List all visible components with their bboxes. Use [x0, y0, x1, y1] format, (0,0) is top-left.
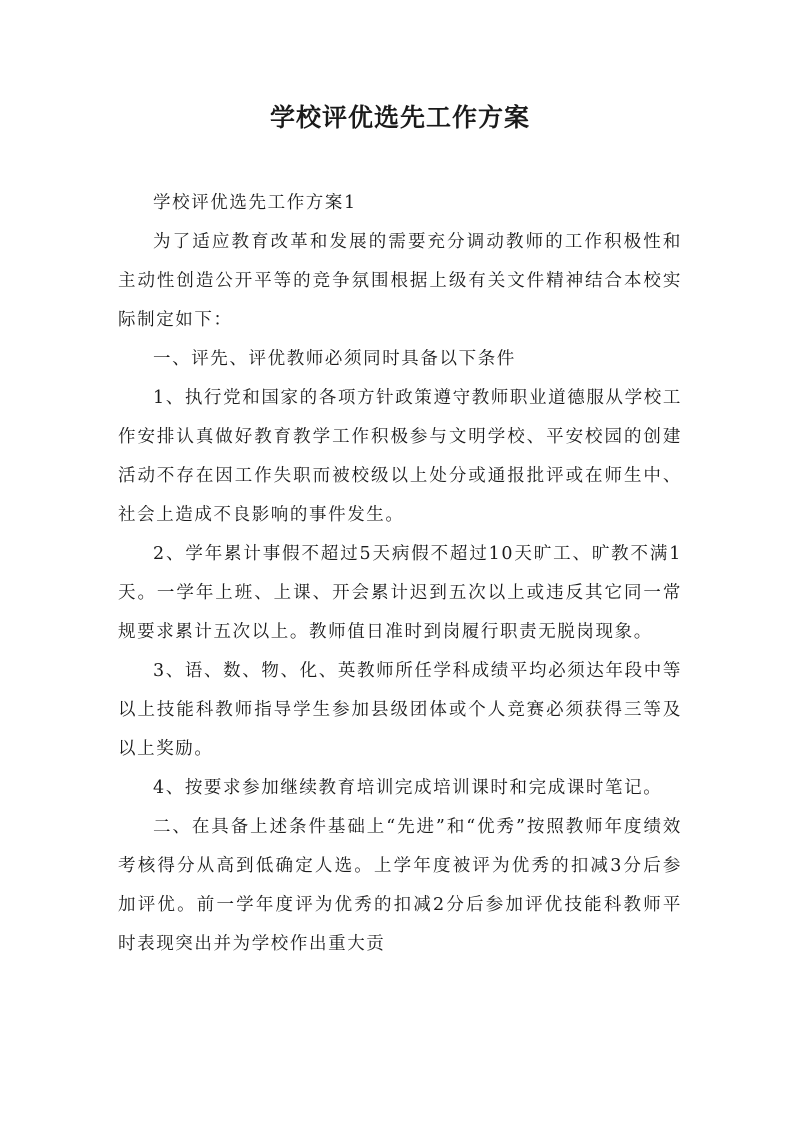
- document-body: [118, 184, 682, 964]
- condition-item-2: 2、学年累计事假不超过5天病假不超过10天旷工、旷教不满1天。一学年上班、上课、开会累计迟到五次以上或违反其它同一常规要求累计五次以上。教师值日准时到岗履行职责无脱岗现象。: [118, 544, 682, 642]
- condition-item-4: 4、按要求参加继续教育培训完成培训课时和完成课时笔记。: [153, 778, 663, 798]
- document-title: 学校评优选先工作方案: [269, 103, 530, 132]
- selection-paragraph: 二、在具备上述条件基础上“先进”和“优秀”按照教师年度绩效考核得分从高到低确定人选。上学年度被评为优秀的扣减3分后参加评优。前一学年度评为优秀的扣减2分后参加评优技能科教师平时表现突出并为学校作出重大贡: [118, 817, 682, 954]
- condition-item-3: 3、语、数、物、化、英教师所任学科成绩平均必须达年段中等以上技能科教师指导学生参加县级团体或个人竞赛必须获得三等及以上奖励。: [118, 661, 682, 759]
- condition-heading: 一、评先、评优教师必须同时具备以下条件: [153, 349, 516, 369]
- condition-item-1: 1、执行党和国家的各项方针政策遵守教师职业道德服从学校工作安排认真做好教育教学工作积极参与文明学校、平安校园的创建活动不存在因工作失职而被校级以上处分或通报批评或在师生中、社会上造成不良影响的事件发生。: [118, 388, 682, 525]
- section-heading: 学校评优选先工作方案1: [153, 193, 357, 213]
- intro-paragraph: 为了适应教育改革和发展的需要充分调动教师的工作积极性和主动性创造公开平等的竞争氛围根据上级有关文件精神结合本校实际制定如下：: [118, 232, 682, 330]
